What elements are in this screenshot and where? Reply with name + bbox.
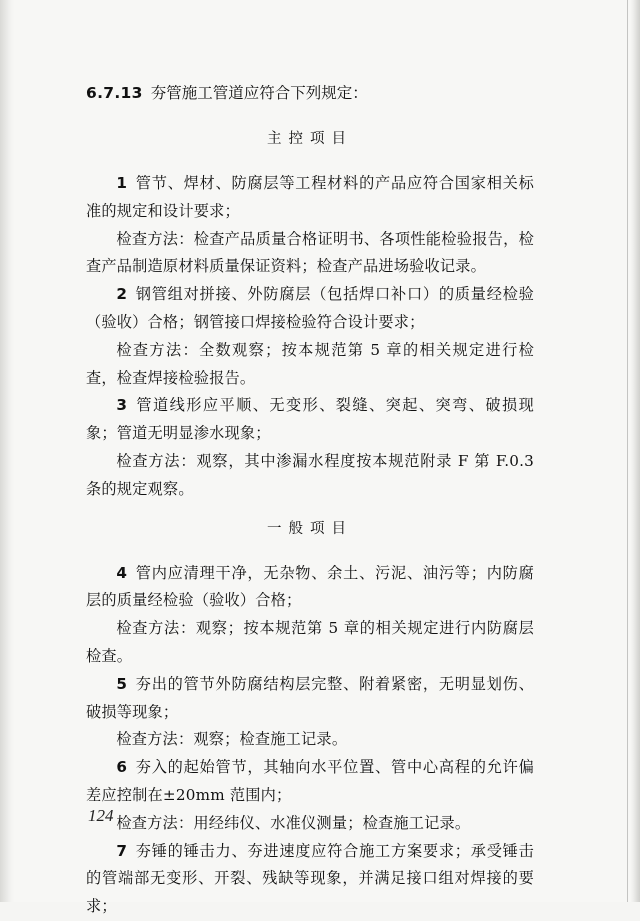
clause-item [86, 754, 534, 810]
clause-item [86, 560, 534, 616]
general-heading: 一般项目 [267, 520, 353, 537]
check-method: 检查方法：全数观察；按本规范第 5 章的相关规定进行检查，检查焊接检验报告。 [86, 340, 534, 387]
clause-number: 1 [116, 174, 128, 192]
scan-edge-right [630, 0, 640, 902]
clause-text: 夯入的起始管节，其轴向水平位置、管中心高程的允许偏差应控制在±20mm 范围内； [86, 758, 534, 804]
clause-number: 5 [116, 674, 128, 693]
clause-item [86, 392, 534, 448]
clause-number: 7 [116, 841, 128, 860]
clause-item [86, 838, 534, 921]
clause-text: 钢管组对拼接、外防腐层（包括焊口补口）的质量经检验（验收）合格；钢管接口焊接检验符合设计要求； [86, 285, 534, 331]
section-number: 6.7.13 [86, 84, 143, 102]
clause-number: 6 [116, 758, 128, 777]
clause-item [86, 281, 534, 337]
check-method: 检查方法：观察，其中渗漏水程度按本规范附录 F 第 F.0.3 条的规定观察。 [86, 451, 534, 498]
section-title-text: 夯管施工管道应符合下列规定： [150, 84, 368, 102]
check-method: 检查方法：观察；按本规范第 5 章的相关规定进行内防腐层检查。 [86, 619, 534, 665]
check-method: 检查方法：检查产品质量合格证明书、各项性能检验报告，检查产品制造原材料质量保证资料；检查产品进场验收记录。 [86, 229, 534, 276]
clause-text: 管道线形应平顺、无变形、裂缝、突起、突弯、破损现象；管道无明显渗水现象； [86, 396, 534, 443]
clause-text: 夯锤的锤击力、夯进速度应符合施工方案要求；承受锤击的管端部无变形、开裂、残缺等现象，并满足接口组对焊接的要求； [86, 841, 534, 916]
clause-number: 4 [116, 563, 128, 582]
clause-number: 2 [116, 285, 128, 304]
clause-text: 管内应清理干净，无杂物、余土、污泥、油污等；内防腐层的质量经检验（验收）合格； [86, 563, 534, 610]
section-title [86, 82, 534, 104]
main-control-heading: 主控项目 [267, 131, 353, 147]
scan-edge-line [627, 0, 628, 902]
clause-item [86, 671, 534, 727]
scan-edge-left [0, 0, 14, 902]
clause-text: 管节、焊材、防腐层等工程材料的产品应符合国家相关标准的规定和设计要求； [86, 174, 534, 220]
clause-text: 夯出的管节外防腐结构层完整、附着紧密，无明显划伤、破损等现象； [86, 674, 534, 721]
page-content [86, 82, 534, 921]
clause-item [86, 170, 534, 226]
page-number: 124 [88, 806, 114, 825]
check-method: 检查方法：观察；检查施工记录。 [116, 730, 348, 749]
check-method: 检查方法：用经纬仪、水准仪测量；检查施工记录。 [116, 813, 471, 832]
clause-number: 3 [116, 396, 128, 415]
